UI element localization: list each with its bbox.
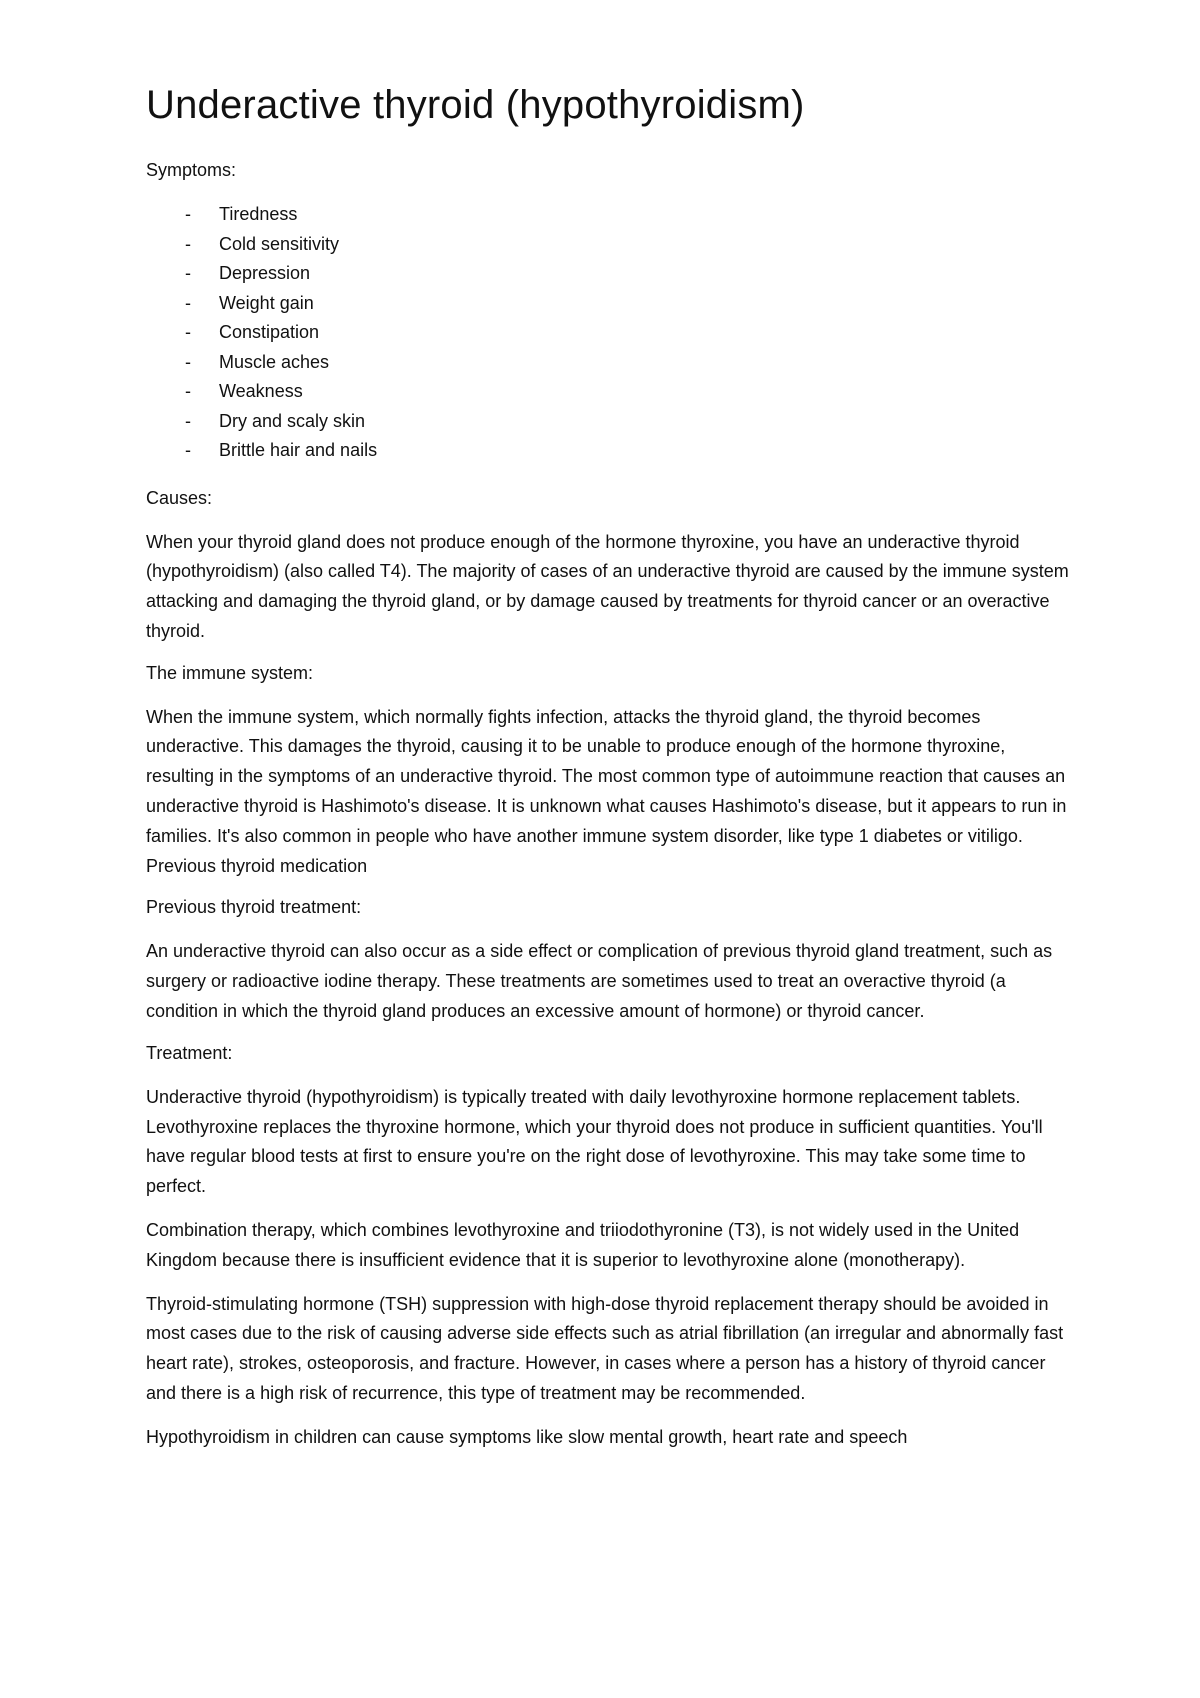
bullet-dash: - bbox=[185, 233, 191, 254]
treatment-heading: Treatment: bbox=[146, 1042, 233, 1063]
combination-therapy-paragraph: Combination therapy, which combines levothyroxine and triiodothyronine (T3), is not widely used in the United Kingdom because there is insufficient evidence that it is superior to levothyroxine alone (monotherapy). bbox=[146, 1220, 1020, 1270]
children-paragraph: Hypothyroidism in children can cause symptoms like slow mental growth, heart rate and speech bbox=[146, 1426, 908, 1447]
list-item bbox=[146, 200, 1070, 230]
symptoms-list bbox=[146, 200, 1070, 466]
bullet-dash: - bbox=[185, 322, 191, 342]
bullet-dash: - bbox=[185, 410, 191, 431]
previous-treatment-paragraph: An underactive thyroid can also occur as a side effect or complication of previous thyroid gland treatment, such as surgery or radioactive iodine therapy. These treatments are sometimes used to treat an overactive thyroid (a condition in which the thyroid gland produces an excessive amount of hormone) or thyroid cancer. bbox=[146, 941, 1053, 1022]
bullet-dash: - bbox=[185, 263, 191, 283]
immune-system-paragraph: When the immune system, which normally fights infection, attacks the thyroid gland, the thyroid becomes underactive. This damages the thyroid, causing it to be unable to produce enough of the hormone thyroxine, resulting in the symptoms of an underactive thyroid. The most common type of autoimmune reaction that causes an underactive thyroid is Hashimoto's disease. It is unknown what causes Hashimoto's disease, but it appears to run in families. It's also common in people who have another immune system disorder, like type 1 diabetes or vitiligo. Previous thyroid medication bbox=[146, 706, 1067, 876]
symptom-text: Depression bbox=[219, 263, 311, 283]
list-item bbox=[146, 377, 1070, 407]
symptom-text: Weight gain bbox=[219, 292, 314, 313]
list-item bbox=[146, 230, 1070, 260]
bullet-dash: - bbox=[185, 381, 191, 401]
symptom-text: Cold sensitivity bbox=[219, 233, 340, 254]
previous-treatment-heading: Previous thyroid treatment: bbox=[146, 897, 362, 918]
bullet-dash: - bbox=[185, 204, 191, 224]
symptoms-heading: Symptoms: bbox=[146, 160, 237, 180]
symptom-text: Brittle hair and nails bbox=[219, 440, 378, 460]
symptom-text: Tiredness bbox=[219, 204, 298, 224]
list-item bbox=[146, 318, 1070, 348]
causes-paragraph: When your thyroid gland does not produce enough of the hormone thyroxine, you have an underactive thyroid (hypothyroidism) (also called T4). The majority of cases of an underactive thyroid are caused by the immune system attacking and damaging the thyroid gland, or by damage caused by treatments for thyroid cancer or an overactive thyroid. bbox=[146, 531, 1069, 641]
causes-heading: Causes: bbox=[146, 487, 213, 508]
symptom-text: Muscle aches bbox=[219, 351, 330, 372]
list-item bbox=[146, 436, 1070, 466]
list-item bbox=[146, 259, 1070, 289]
bullet-dash: - bbox=[185, 351, 191, 372]
bullet-dash: - bbox=[185, 440, 191, 460]
list-item bbox=[146, 289, 1070, 319]
symptom-text: Dry and scaly skin bbox=[219, 410, 366, 431]
list-item bbox=[146, 407, 1070, 437]
symptom-text: Weakness bbox=[219, 381, 303, 401]
treatment-paragraph: Underactive thyroid (hypothyroidism) is typically treated with daily levothyroxine hormone replacement tablets. Levothyroxine replaces the thyroxine hormone, which your thyroid does not produce in sufficient quantities. You'll have regular blood tests at first to ensure you're on the right dose of levothyroxine. This may take some time to perfect. bbox=[146, 1086, 1043, 1197]
bullet-dash: - bbox=[185, 292, 191, 313]
tsh-suppression-paragraph: Thyroid-stimulating hormone (TSH) suppression with high-dose thyroid replacement therapy should be avoided in most cases due to the risk of causing adverse side effects such as atrial fibrillation (an irregular and abnormally fast heart rate), strokes, osteoporosis, and fracture. However, in cases where a person has a history of thyroid cancer and there is a high risk of recurrence, this type of treatment may be recommended. bbox=[146, 1293, 1064, 1404]
page-title: Underactive thyroid (hypothyroidism) bbox=[146, 83, 805, 127]
immune-system-heading: The immune system: bbox=[146, 662, 314, 683]
list-item bbox=[146, 348, 1070, 378]
symptom-text: Constipation bbox=[219, 322, 320, 342]
